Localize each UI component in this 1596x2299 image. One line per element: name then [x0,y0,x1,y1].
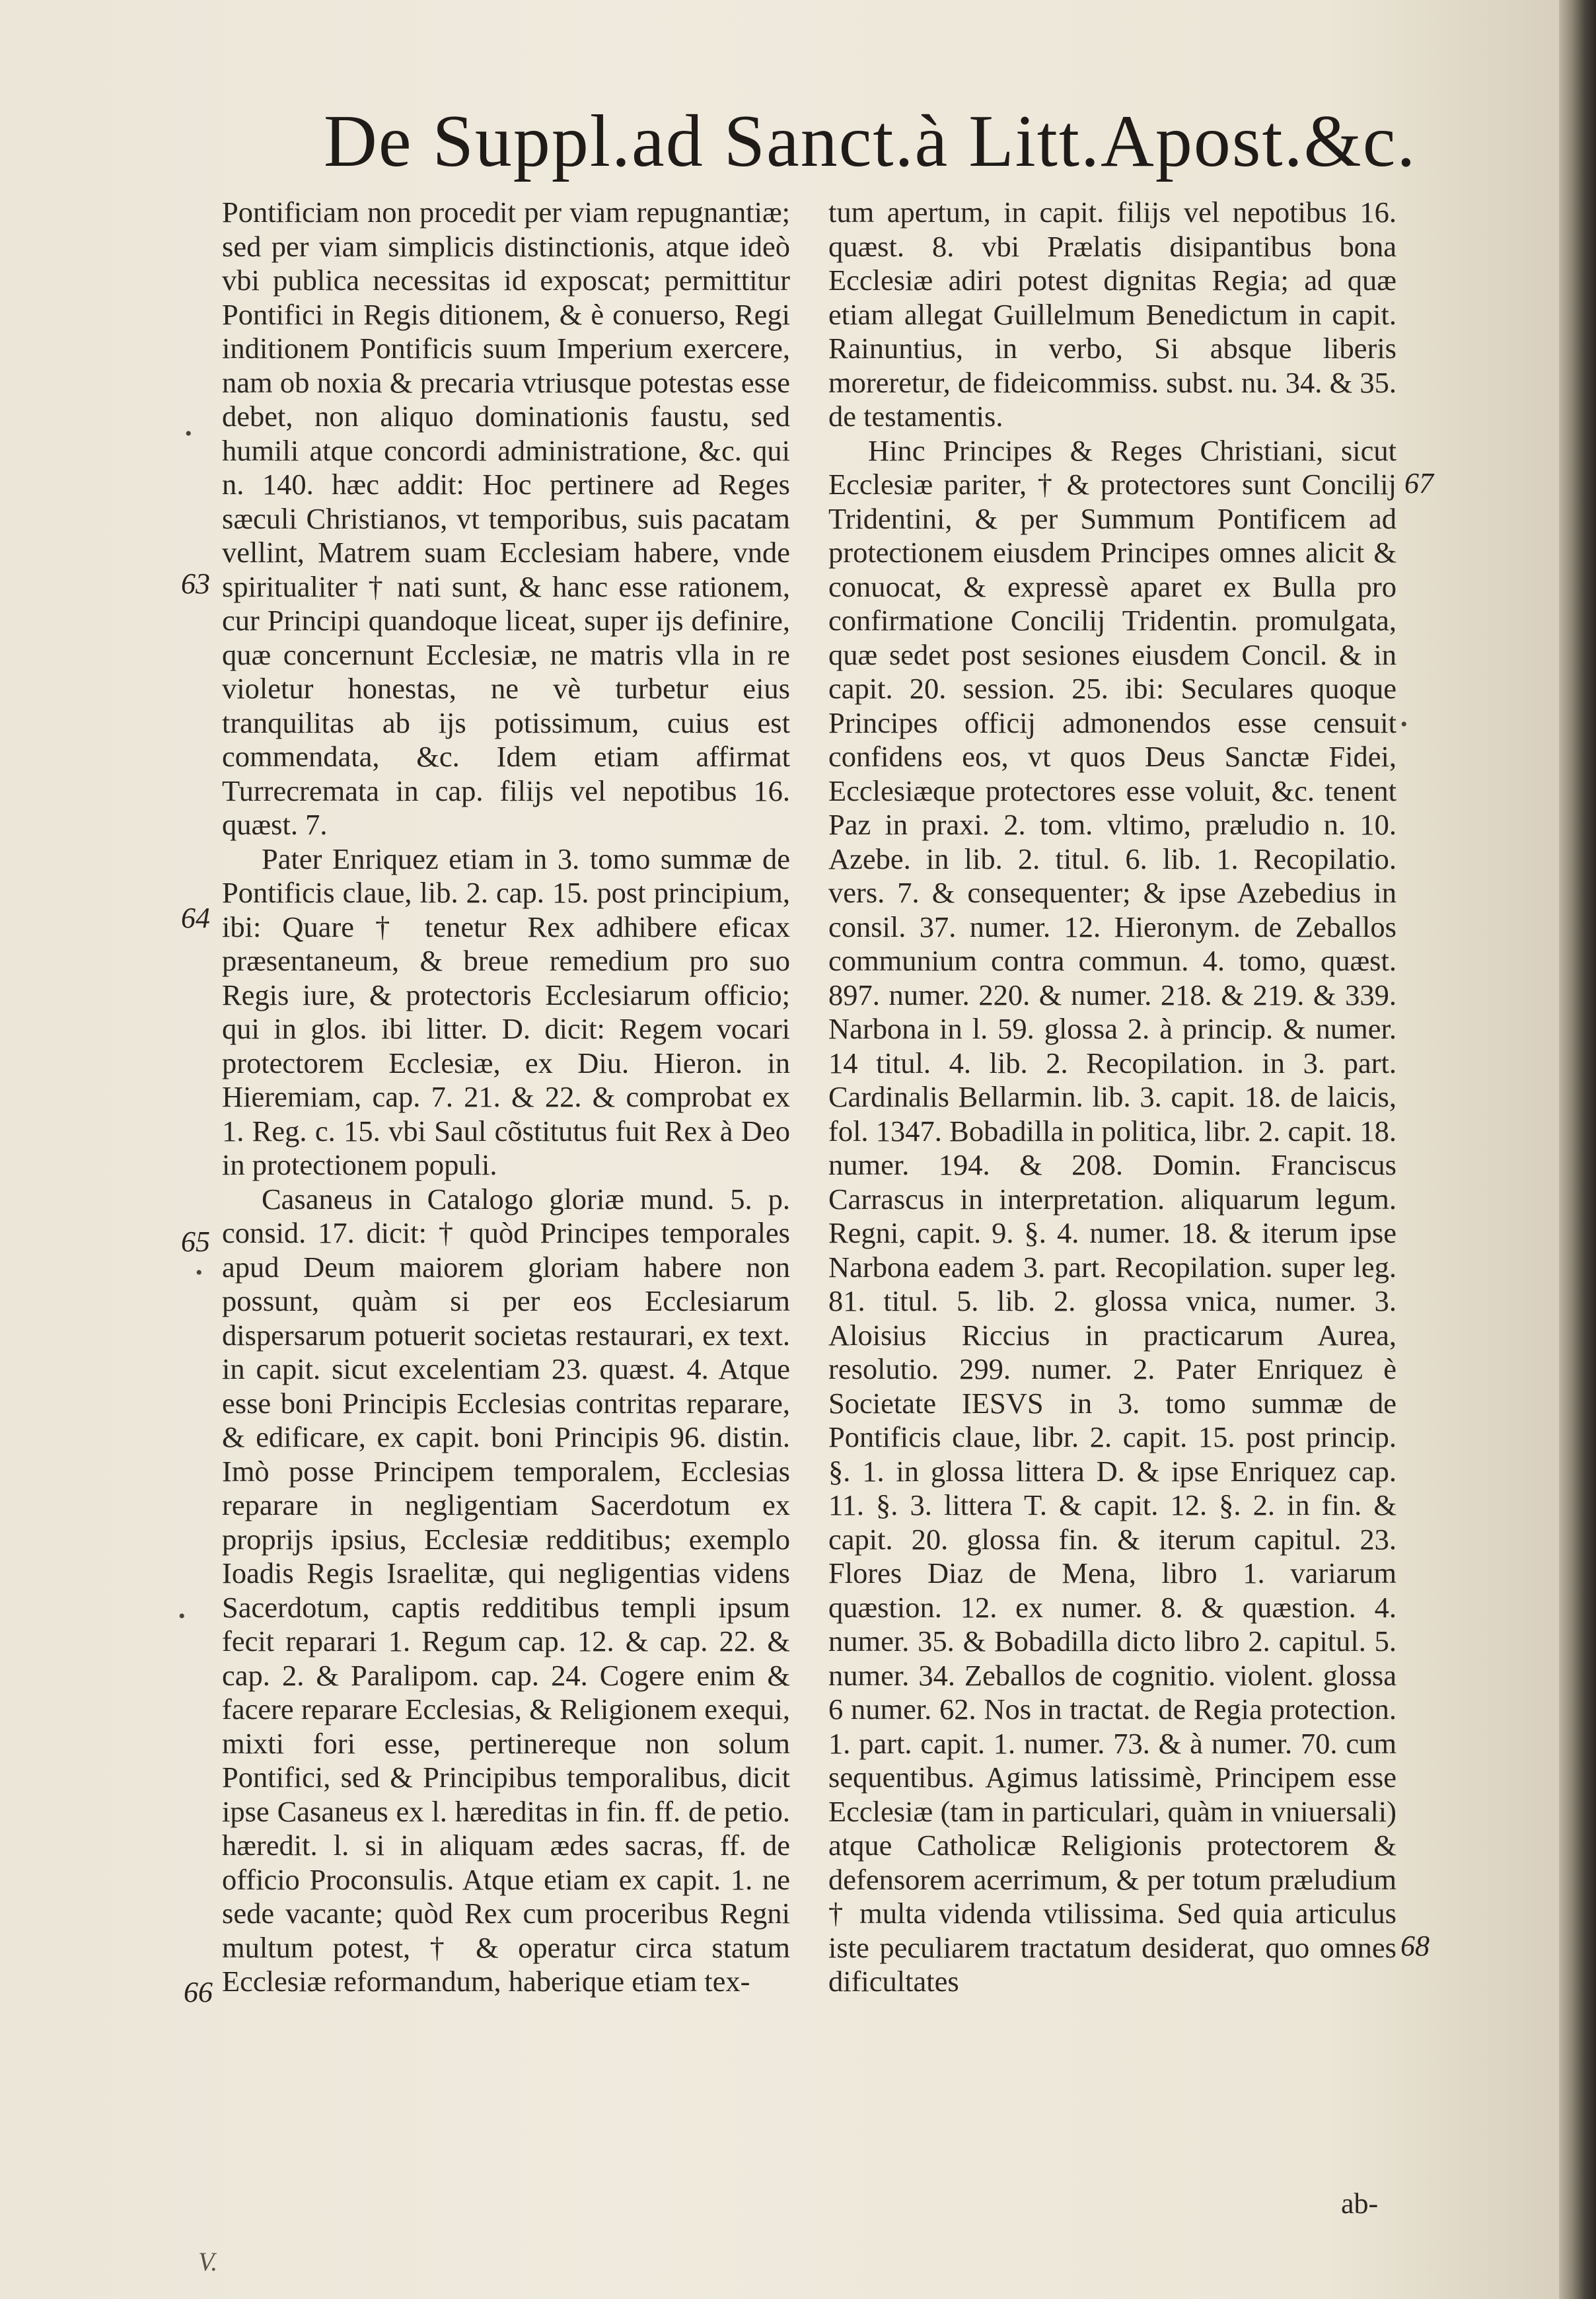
left-column [222,196,790,1999]
margin-number-67: 67 [1404,467,1433,499]
left-paragraph-1: Pontificiam non procedit per viam repugnantiæ; sed per viam simplicis distinctionis, atque ideò vbi publica necessitas id exposcat; permittitur Pontifici in Regis ditionem, & è conuerso, Regi inditionem Pontificis suum Imperium exercere, nam ob noxia & precaria vtriusque potestas esse debet, non aliquo dominationis faustu, sed humili atque concordi administratione, &c. qui n. 140. hæc addit: Hoc pertinere ad Reges sæculi Christianos, vt temporibus, suis pacatam vellint, Matrem suam Ecclesiam habere, vnde spiritualiter † nati sunt, & hanc esse rationem, cur Principi quandoque liceat, super ijs definire, quæ concernunt Ecclesiæ, ne matris vlla in re violetur honestas, ne vè turbetur eius tranquilitas ab ijs potissimum, cuius est commendata, &c. Idem etiam affirmat Turrecremata in cap. filijs vel nepotibus 16. quæst. 7. [222,196,790,841]
margin-dot-mark: • [1400,713,1408,735]
margin-number-63: 63 [181,567,210,600]
catchword: ab- [1341,2187,1379,2220]
margin-dot-mark: • [196,1262,203,1284]
margin-dot-mark: • [185,423,192,445]
left-paragraph-2: Pater Enriquez etiam in 3. tomo summæ de Pontificis claue, lib. 2. cap. 15. post principium, ibi: Quare † tenetur Rex adhibere eficax præsentaneum, & breue remedium pro suo Regis iure, & protectoris Ecclesiarum officio; qui in glos. ibi litter. D. dicit: Regem vocari protectorem Ecclesiæ, ex Diu. Hieron. in Hieremiam, cap. 7. 21. & 22. & comprobat ex 1. Reg. c. 15. vbi Saul cõstitutus fuit Rex à Deo in protectionem populi. [222,842,790,1181]
margin-number-68: 68 [1400,1930,1430,1962]
right-paragraph-2: Hinc Principes & Reges Christiani, sicut Ecclesiæ pariter, † & protectores sunt Concilij Tridentini, & per Summum Pontificem ad protectionem eiusdem Principes omnes alicit & conuocat, & expressè aparet ex Bulla pro confirmatione Concilij Tridentin. promulgata, quæ sedet post sesiones eiusdem Concil. & in capit. 20. session. 25. ibi: Seculares quoque Principes officij admonendos esse censuit confidens eos, vt quos Deus Sanctæ Fidei, Ecclesiæque protectores esse voluit, &c. tenent Paz in praxi. 2. tom. vltimo, præludio n. 10. Azebe. in lib. 2. titul. 6. lib. 1. Recopilatio. vers. 7. & consequenter; & ipse Azebedius in consil. 37. numer. 12. Hieronym. de Zeballos communium contra commun. 4. tomo, quæst. 897. numer. 220. & numer. 218. & 219. & 339. Narbona in l. 59. glossa 2. à princip. & numer. 14 titul. 4. lib. 2. Recopilation. in 3. part. Cardinalis Bellarmin. lib. 3. capit. 18. de laicis, fol. 1347. Bobadilla in politica, libr. 2. capit. 18. numer. 194. & 208. Domin. Franciscus Carrascus in interpretation. aliquarum legum. Regni, capit. 9. §. 4. numer. 18. & iterum ipse Narbona eadem 3. part. Recopilation. super leg. 81. titul. 5. lib. 2. glossa vnica, numer. 3. Aloisius Riccius in practicarum Aurea, resolutio. 299. numer. 2. Pater Enriquez è Societate IESVS in 3. tomo summæ de Pontificis claue, libr. 2. capit. 15. post princip. §. 1. in glossa littera D. & ipse Enriquez cap. 11. §. 3. littera T. & capit. 12. §. 2. in fin. & capit. 20. glossa fin. & iterum capitul. 23. Flores Diaz de Mena, libro 1. variarum quæstion. 12. ex numer. 8. & quæstion. 4. numer. 35. & Bobadilla dicto libro 2. capitul. 5. numer. 34. Zeballos de cognitio. violent. glossa 6 numer. 62. Nos in tractat. de Regia protection. 1. part. capit. 1. numer. 73. & à numer. 70. cum sequentibus. Agimus latissimè, Principem esse Ecclesiæ (tam in particulari, quàm in vniuersali) atque Catholicæ Religionis protectorem & defensorem acerrimum, & per totum præludium † multa videnda vtilissima. Sed quia articulus iste peculiarem tractatum desiderat, quo omnes dificultates [828,433,1396,1998]
left-paragraph-3: Casaneus in Catalogo gloriæ mund. 5. p. consid. 17. dicit: † quòd Principes temporales apud Deum maiorem gloriam habere non possunt, quàm si per eos Ecclesiarum dispersarum potuerit societas restaurari, ex text. in capit. sicut excelentiam 23. quæst. 4. Atque esse boni Principis Ecclesias contritas reparare, & edificare, ex capit. boni Principis 96. distin. Imò posse Principem temporalem, Ecclesias reparare in negligentiam Sacerdotum ex proprijs ipsius, Ecclesiæ redditibus; exemplo Ioadis Regis Israelitæ, qui negligentias videns Sacerdotum, captis redditibus templi ipsum fecit reparari 1. Regum cap. 12. & cap. 22. & cap. 2. & Paralipom. cap. 24. Cogere enim & facere reparare Ecclesias, & Religionem exequi, mixti fori esse, pertinereque non solum Pontifici, sed & Principibus temporalibus, dicit ipse Casaneus ex l. hæreditas in fin. ff. de petio. hæredit. l. si in aliquam ædes sacras, ff. de officio Proconsulis. Atque etiam ex capit. 1. ne sede vacante; quòd Rex cum proceribus Regni multum potest, † & operatur circa statum Ecclesiæ reformandum, haberique etiam tex- [222,1182,790,1998]
binding-gutter [1559,0,1596,2299]
right-paragraph-1: tum apertum, in capit. filijs vel nepotibus 16. quæst. 8. vbi Prælatis disipantibus bona Ecclesiæ adiri potest dignitas Regia; ad quæ etiam allegat Guillelmum Benedictum in capit. Rainuntius, in verbo, Si absque liberis moreretur, de fideicommiss. subst. nu. 34. & 35. de testamentis. [828,196,1396,433]
margin-number-65: 65 [181,1225,210,1258]
margin-dot-mark: • [178,1605,186,1627]
margin-number-66: 66 [184,1976,213,2008]
right-column [828,196,1396,1999]
margin-number-64: 64 [181,902,210,934]
signature-mark: V. [198,2247,218,2277]
running-header: De Suppl.ad Sanct.à Litt.Apost.&c. [324,100,1417,182]
